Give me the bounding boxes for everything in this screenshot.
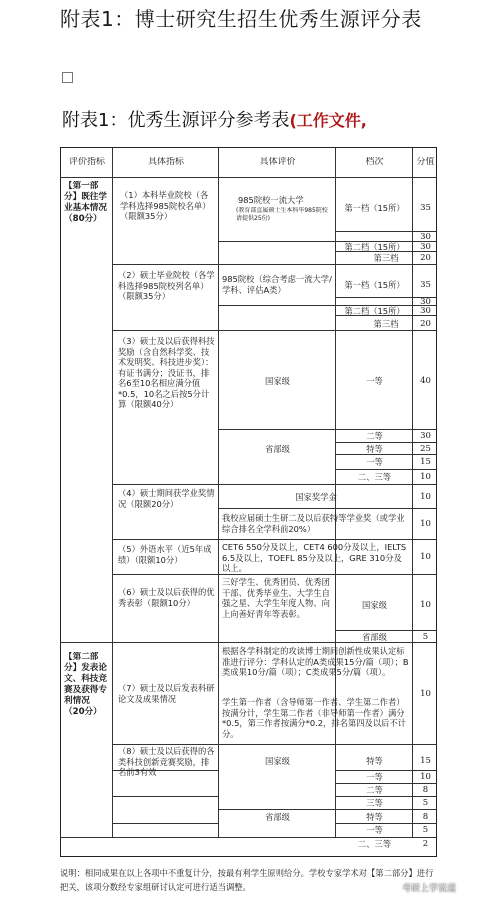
header-level: 档次	[365, 157, 384, 167]
item1-level-1: 第一档（15所）	[344, 203, 405, 213]
row-line	[112, 823, 218, 824]
item1-eval-note: (教育部直属硕士生本科毕985院校请提供25份)	[236, 207, 328, 222]
table-notes: 说明：相同成果在以上各项中不重复计分，按最有利学生原则给分。学校专家学术对【第二部分】进行把关，该项分数经专家组研讨认定可进行适当调整。	[60, 868, 434, 892]
item1-score-1: 35	[420, 203, 431, 213]
item7-eval-2: 学生第一作者（含导师第一作者、学生第二作者）按满分计，学生第二作者（非导师第一作者）满分*0.5，第三作者按满分*0.2，排名第四及以后不计分。	[222, 697, 407, 739]
subtitle-red-note: (工作文件,	[289, 111, 367, 130]
item8-score-7: 2	[422, 839, 429, 849]
item6-score-2: 5	[422, 632, 429, 642]
part2-label: 【第二部分】发表论文、科技竞赛及获得专利情况（20分）	[64, 652, 107, 717]
header-evaluation: 具体评价	[259, 157, 296, 167]
item7-eval-1: 根据各学科制定的攻读博士期间创新性成果认定标准进行评分：学科认定的A类成果15分/篇（项）；B类成果10分/篇（项）；C类成果5分/篇（项）。	[222, 646, 409, 677]
item8-level-5: 特等	[366, 812, 383, 822]
item8-national: 国家级	[265, 756, 290, 766]
item4-score: 10	[420, 492, 431, 502]
item3-level-3: 特等	[366, 444, 383, 454]
row-line	[335, 770, 437, 771]
item2-eval: 985院校（综合考虑一流大学/学科、评估A类）	[222, 274, 332, 295]
col-line-2	[218, 147, 219, 837]
row-line	[335, 796, 437, 797]
item3-score-1: 40	[420, 376, 431, 386]
item3-level-1: 一等	[366, 376, 383, 386]
item8-level-3: 二等	[366, 785, 383, 795]
row-line	[218, 809, 437, 810]
item8-score-2: 10	[420, 772, 431, 782]
item2-score-4: 20	[420, 319, 431, 329]
item2-level-4: 第三档	[373, 319, 399, 329]
table-bottom-line	[60, 837, 437, 838]
item6-eval: 三好学生、优秀团员、优秀团干部、优秀毕业生、大学生自强之星、大学生年度人物、向上向善好青年等表彰。	[222, 577, 330, 619]
item6-score-1: 10	[420, 600, 431, 610]
item5-eval: CET6 550分及以上，CET4 600分及以上，IELTS 6.5及以上，TOEFL 85分及以上，GRE 310分及以上。	[222, 542, 407, 573]
item3-score-5: 10	[420, 472, 431, 482]
item8-score-6: 5	[422, 825, 429, 835]
item6-text: （6）硕士及以后获得的优秀表彰（限额10分）	[118, 587, 215, 608]
row-line	[112, 264, 437, 265]
item8-level-1: 特等	[366, 756, 383, 766]
item1-score-3: 30	[420, 242, 431, 252]
item8-level-2: 一等	[366, 772, 383, 782]
row-line	[112, 574, 437, 575]
table-subtitle	[62, 106, 367, 132]
item1-score-2: 30	[420, 232, 431, 242]
item3-score-4: 15	[420, 457, 431, 467]
header-line	[60, 177, 437, 178]
item8-level-6: 一等	[366, 825, 383, 835]
header-indicator: 具体指标	[147, 157, 184, 167]
item2-score-1: 35	[420, 280, 431, 290]
row-line	[112, 539, 437, 540]
part1-label: 【第一部分】既往学业基本情况（80分）	[64, 181, 107, 224]
item1-eval: 985院校一流大学	[238, 195, 304, 205]
item2-text: （2）硕士毕业院校（各学科选择985院校列名单）（限额35分）	[118, 270, 215, 301]
page-title: 附表1：博士研究生招生优秀生源评分表	[60, 7, 422, 31]
row-line	[335, 783, 437, 784]
row-line	[335, 442, 437, 443]
row-line	[335, 823, 437, 824]
item5-score: 10	[420, 552, 431, 562]
item3-score-3: 25	[420, 444, 431, 454]
row-line	[112, 744, 437, 745]
item2-score-3: 30	[420, 306, 431, 316]
item1-score-4: 20	[420, 253, 431, 263]
item2-level-3: 第二档（15所）	[344, 306, 405, 316]
row-line	[112, 796, 218, 797]
item3-level-5: 二、三等	[357, 472, 392, 482]
item3-level-2: 二等	[366, 431, 383, 441]
row-line	[335, 469, 437, 470]
item8-score-3: 8	[422, 785, 429, 795]
item7-score: 10	[420, 689, 431, 699]
item4b-eval: 我校应届硕士生研二及以后获特等学业奖（或学业综合排名全学科前20%）	[222, 513, 405, 534]
item1-text: （1）本科毕业院校（各学科选择985院校名单）（限额35分）	[120, 190, 211, 221]
item3-text: （3）硕士及以后获得科技奖励（含自然科学奖、技术发明奖、科技进步奖）：有证书满分；没证书，排名6至10名相应满分值*0.5，10名之后按5分计算（限额40分）	[118, 336, 215, 409]
header-score: 分值	[416, 157, 435, 167]
item4-eval: 国家奖学金	[295, 492, 337, 502]
item3-provincial: 省部级	[265, 444, 290, 454]
item6-level-1: 国家级	[362, 600, 387, 610]
row-line	[112, 330, 437, 331]
item3-score-2: 30	[420, 431, 431, 441]
row-line	[218, 429, 437, 430]
item8-provincial: 省部级	[265, 812, 290, 822]
item3-level-4: 一等	[366, 457, 383, 467]
item1-level-3: 第二档（15所）	[344, 242, 405, 252]
item4-text: （4）硕士期间获学业奖情况（限额20分）	[118, 488, 215, 509]
item8-score-5: 8	[422, 812, 429, 822]
header-criteria: 评价指标	[68, 157, 105, 167]
item1-level-4: 第三档	[373, 253, 399, 263]
item2-level-1: 第一档（15所）	[344, 280, 405, 290]
row-line	[218, 508, 437, 509]
score-table	[60, 147, 437, 857]
item8-level-4: 三等	[366, 798, 383, 808]
item3-national: 国家级	[265, 376, 290, 386]
item2-score-2: 30	[420, 297, 431, 307]
item8-score-1: 15	[420, 756, 431, 766]
item6-level-2: 省部级	[362, 632, 387, 642]
checkbox[interactable]	[62, 72, 73, 83]
row-line	[335, 630, 437, 631]
item8-level-7: 二、三等	[357, 839, 392, 849]
col-line-1	[112, 147, 113, 837]
item5-text: （5）外语水平（近5年成绩）（限额10分）	[118, 544, 212, 565]
item8-score-4: 5	[422, 798, 429, 808]
item8-text: （8）硕士及以后获得的各类科技创新竞赛奖励，排名前3有效	[118, 746, 215, 777]
watermark: 考研上学说道	[402, 884, 457, 894]
subtitle-text: 附表1：优秀生源评分参考表	[62, 110, 290, 131]
row-line	[112, 484, 437, 485]
item7-text: （7）硕士及以后发表科研论文及成果情况	[118, 683, 215, 704]
item4b-score: 10	[420, 519, 431, 529]
